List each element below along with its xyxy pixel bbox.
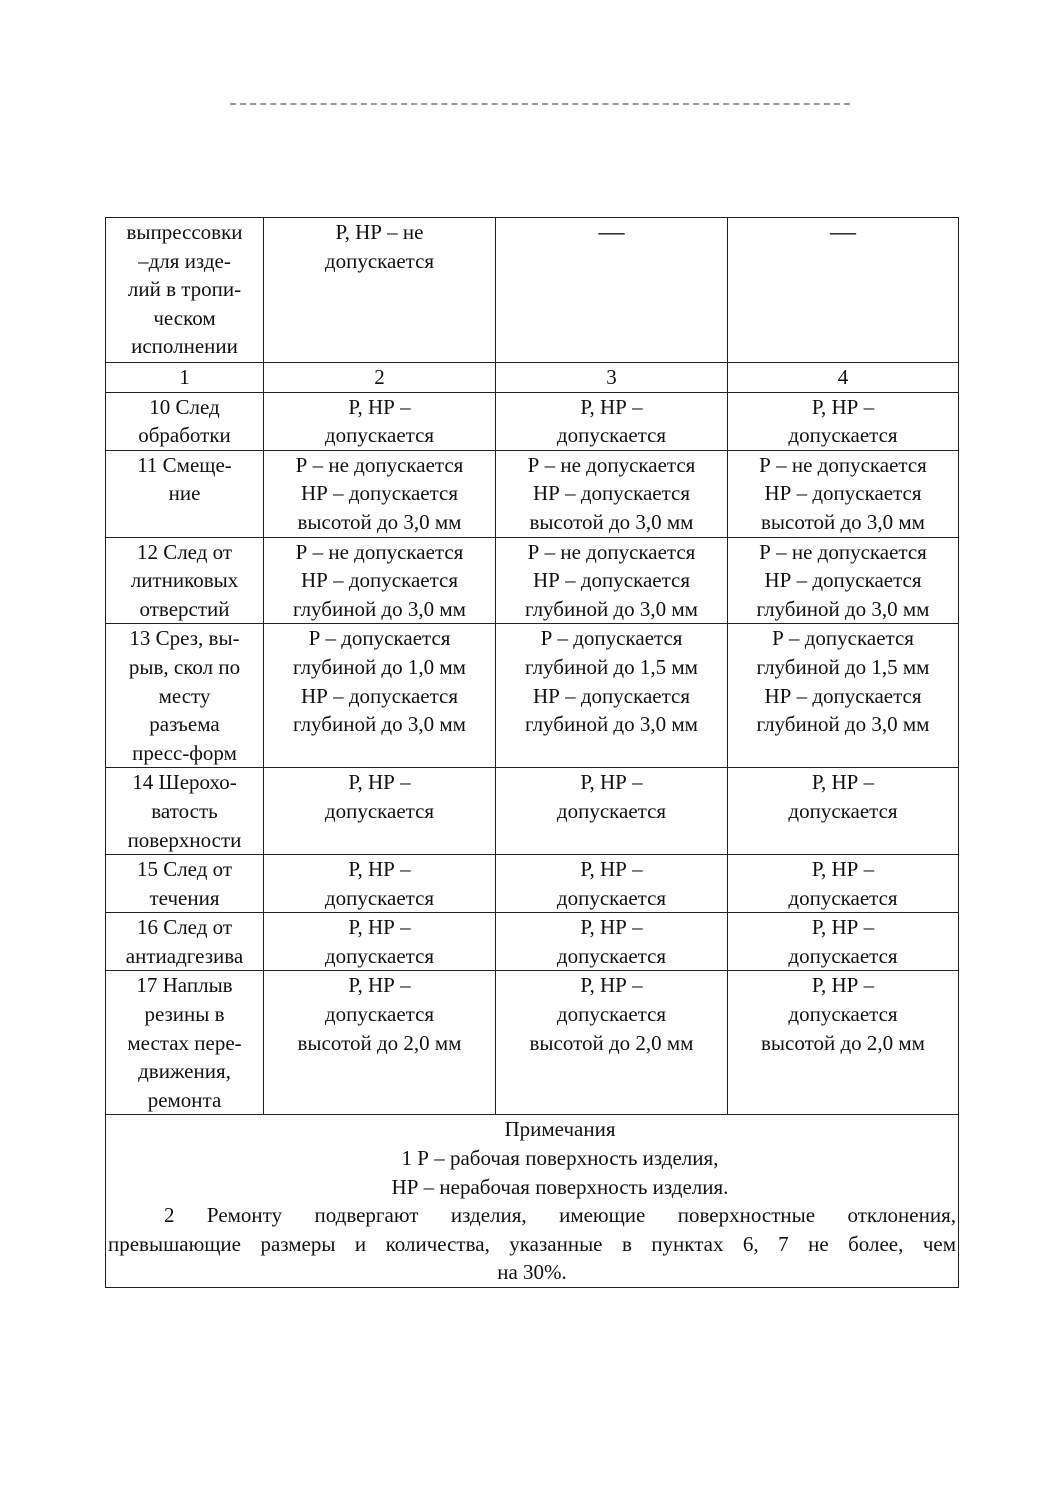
note-line: НР – нерабочая поверхность изделия. [391, 1174, 729, 1199]
row-name-cell [106, 971, 264, 1115]
row-name-cell-line: антиадгезива [125, 943, 244, 968]
value-cell-line: Р, НР – [348, 973, 411, 998]
table-row [106, 450, 959, 537]
row-name-cell [106, 913, 264, 971]
table-row-continuation [106, 218, 959, 363]
value-cell-line: глубиной до 1,5 мм [525, 654, 698, 679]
row-name-cell-line: резины в [144, 1002, 225, 1027]
row-name-cell-line: –для изде- [138, 248, 231, 273]
value-cell-line: допускается [788, 1002, 898, 1027]
value-cell-line: допускается [324, 423, 435, 448]
row-name-cell-line: 11 Смеще- [137, 452, 232, 477]
row-name-cell-line: обработки [138, 423, 231, 448]
value-cell-line: допускается [556, 885, 667, 910]
value-cell-line: допускается [556, 423, 667, 448]
row-name-cell-line: исполнении [131, 334, 238, 359]
table-row [106, 971, 959, 1115]
value-cell [496, 971, 728, 1115]
value-cell-line: НР – допускается [300, 683, 459, 708]
value-cell-line: Р – не допускается [527, 539, 696, 564]
value-cell-line: Р, НР – [811, 770, 875, 795]
value-cell-line: Р, НР – [580, 973, 643, 998]
value-cell-line: Р, НР – [348, 915, 411, 940]
notes-row [106, 1115, 959, 1288]
notes-cell [106, 1115, 959, 1288]
value-cell-line: допускается [788, 943, 898, 968]
row-name-cell-line: рыв, скол по [128, 654, 241, 679]
row-name-cell-line: лий в тропи- [127, 277, 242, 302]
value-cell-line: Р, НР – не [335, 220, 424, 244]
value-cell-line: Р – не допускается [295, 539, 464, 564]
row-name-cell-line: ческом [153, 305, 216, 330]
row-name-cell-line: месту [158, 683, 211, 708]
column-number-cell: 1 [106, 363, 264, 393]
value-cell-line: допускается [324, 798, 435, 823]
value-cell [496, 450, 728, 537]
value-cell-line: Р – допускается [540, 626, 683, 651]
row-name-cell-line: отверстий [139, 596, 230, 621]
value-cell-line: Р, НР – [811, 973, 875, 998]
value-cell [496, 537, 728, 624]
note-line: 1 Р – рабочая поверхность изделия, [401, 1146, 719, 1171]
row-name-cell-line: поверхности [127, 827, 242, 852]
table-row [106, 624, 959, 768]
row-name-cell [106, 218, 264, 363]
value-cell [728, 537, 959, 624]
row-name-cell-line: 16 След от [136, 915, 233, 940]
row-name-cell-line: 17 Наплыв [136, 973, 233, 998]
note-line: 2 Ремонту подвергают изделия, имеющие поверхностные отклонения, [164, 1203, 956, 1228]
row-name-cell-line: ватость [151, 798, 218, 823]
defects-table-body [106, 218, 959, 1288]
row-name-cell-line: пресс-форм [132, 740, 237, 765]
page-top-scan-rule [230, 103, 850, 105]
column-numbers-row [106, 363, 959, 393]
row-name-cell-line: 10 След [149, 394, 220, 419]
value-cell [728, 450, 959, 537]
value-cell-line: допускается [556, 1002, 667, 1027]
value-cell-line: Р – не допускается [295, 452, 464, 477]
row-name-cell-line: 14 Шерохо- [132, 770, 237, 795]
row-name-cell [106, 450, 264, 537]
value-cell [264, 392, 496, 450]
value-cell-line: НР – допускается [532, 481, 691, 506]
column-number-cell: 4 [728, 363, 959, 393]
value-cell [728, 218, 959, 363]
value-cell [264, 768, 496, 855]
row-name-cell [106, 624, 264, 768]
table-row [106, 392, 959, 450]
value-cell-line: Р, НР – [580, 915, 643, 940]
value-cell-line: глубиной до 3,0 мм [293, 712, 466, 737]
value-cell-line: НР – допускается [764, 683, 922, 708]
table-row [106, 537, 959, 624]
value-cell-line: Р, НР – [348, 857, 411, 882]
value-cell-line: НР – допускается [300, 481, 459, 506]
note-line: на 30%. [497, 1260, 567, 1285]
value-cell [264, 218, 496, 363]
row-name-cell [106, 768, 264, 855]
value-cell [496, 913, 728, 971]
value-cell-line: Р, НР – [348, 770, 411, 795]
value-cell-line: высотой до 2,0 мм [297, 1030, 462, 1055]
dash-text: — [598, 217, 625, 246]
value-cell-line: глубиной до 3,0 мм [293, 596, 466, 621]
table-row [106, 768, 959, 855]
value-cell [264, 913, 496, 971]
value-cell-line: НР – допускается [532, 683, 691, 708]
value-cell-line: Р, НР – [580, 857, 643, 882]
value-cell-line: Р – не допускается [759, 452, 927, 477]
value-cell [496, 855, 728, 913]
row-name-cell-line: местах пере- [127, 1030, 242, 1055]
value-cell-line: Р – не допускается [759, 539, 927, 564]
note-line: превышающие размеры и количества, указанные в пунктах 6, 7 не более, чем [108, 1231, 956, 1256]
value-cell-line: Р – не допускается [527, 452, 696, 477]
value-cell-line: НР – допускается [764, 481, 922, 506]
value-cell-line: допускается [556, 943, 667, 968]
value-cell-line: Р, НР – [348, 394, 411, 419]
row-name-cell-line: течения [149, 885, 220, 910]
value-cell [728, 624, 959, 768]
value-cell [264, 971, 496, 1115]
value-cell-line: Р – допускается [772, 626, 914, 651]
value-cell-line: глубиной до 1,5 мм [756, 654, 930, 679]
value-cell [496, 218, 728, 363]
value-cell-line: допускается [324, 1002, 435, 1027]
value-cell-line: высотой до 3,0 мм [529, 509, 694, 534]
row-name-cell-line: выпрессовки [126, 220, 243, 244]
row-name-cell-line: 13 Срез, вы- [129, 626, 240, 651]
value-cell [264, 855, 496, 913]
value-cell-line: Р – допускается [308, 626, 451, 651]
value-cell-line: высотой до 2,0 мм [529, 1030, 694, 1055]
value-cell-line: глубиной до 3,0 мм [525, 712, 698, 737]
value-cell-line: допускается [788, 798, 898, 823]
value-cell [496, 768, 728, 855]
row-name-cell-line: литниковых [130, 568, 239, 593]
value-cell [728, 913, 959, 971]
value-cell-line: допускается [788, 423, 898, 448]
value-cell [496, 624, 728, 768]
value-cell [496, 392, 728, 450]
dash-text: — [830, 217, 856, 246]
row-name-cell-line: ние [168, 481, 201, 506]
value-cell-line: допускается [324, 248, 435, 273]
value-cell [264, 450, 496, 537]
value-cell-line: Р, НР – [580, 770, 643, 795]
value-cell-line: допускается [324, 943, 435, 968]
value-cell-line: глубиной до 3,0 мм [525, 596, 698, 621]
value-cell [728, 971, 959, 1115]
value-cell-line: глубиной до 3,0 мм [756, 712, 930, 737]
value-cell-line: допускается [556, 798, 667, 823]
table-row [106, 855, 959, 913]
defects-table [105, 217, 959, 1288]
row-name-cell-line: движения, [138, 1059, 231, 1084]
value-cell-line: НР – допускается [532, 568, 691, 593]
value-cell-line: Р, НР – [580, 394, 643, 419]
row-name-cell [106, 392, 264, 450]
value-cell [264, 537, 496, 624]
value-cell-line: НР – допускается [300, 568, 459, 593]
value-cell [728, 768, 959, 855]
value-cell-line: Р, НР – [811, 394, 875, 419]
row-name-cell [106, 855, 264, 913]
column-number-cell: 3 [496, 363, 728, 393]
value-cell-line: высотой до 3,0 мм [761, 509, 925, 534]
value-cell [264, 624, 496, 768]
value-cell [728, 855, 959, 913]
value-cell-line: глубиной до 3,0 мм [756, 596, 930, 621]
value-cell-line: Р, НР – [811, 857, 875, 882]
row-name-cell-line: разъема [149, 712, 220, 737]
row-name-cell-line: 12 След от [136, 539, 233, 564]
value-cell [728, 392, 959, 450]
value-cell-line: НР – допускается [764, 568, 922, 593]
row-name-cell [106, 537, 264, 624]
row-name-cell-line: 15 След от [136, 857, 233, 882]
row-name-cell-line: ремонта [147, 1087, 222, 1112]
table-row [106, 913, 959, 971]
value-cell-line: допускается [788, 885, 898, 910]
value-cell-line: Р, НР – [811, 915, 875, 940]
notes-title: Примечания [504, 1117, 616, 1142]
column-number-cell: 2 [264, 363, 496, 393]
value-cell-line: глубиной до 1,0 мм [293, 654, 466, 679]
value-cell-line: высотой до 2,0 мм [761, 1030, 925, 1055]
value-cell-line: высотой до 3,0 мм [297, 509, 462, 534]
value-cell-line: допускается [324, 885, 435, 910]
